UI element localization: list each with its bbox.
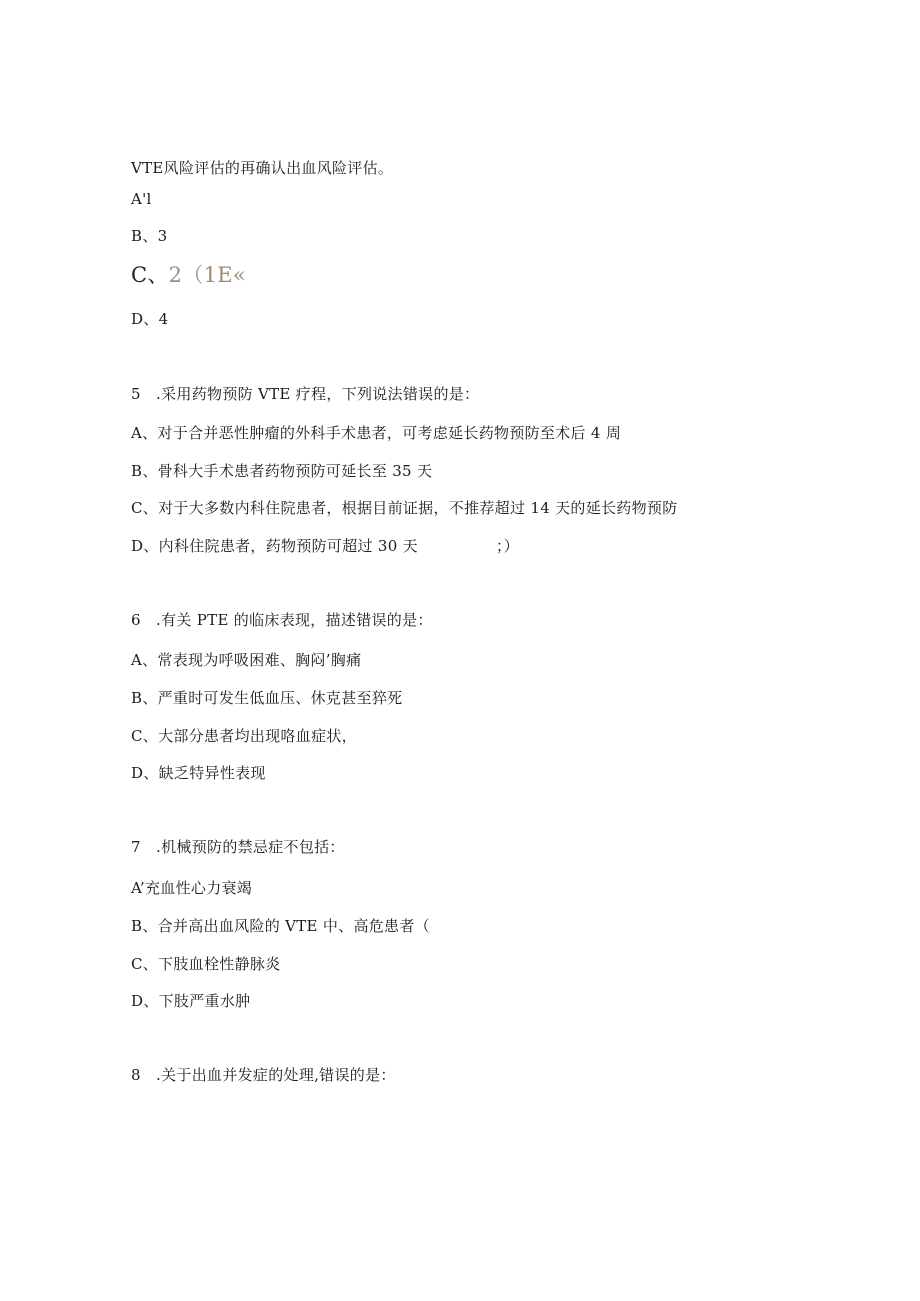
question-4-option-d: D、4 — [131, 310, 169, 328]
question-6-option-b: B、严重时可发生低血压、休克甚至猝死 — [131, 689, 403, 707]
question-8-stem: 8 .关于出血并发症的处理,错误的是： — [131, 1066, 396, 1084]
question-4-option-b: B、3 — [131, 227, 168, 245]
question-5-option-b: B、骨科大手术患者药物预防可延长至 35 天 — [131, 462, 433, 480]
option-c-prefix: C、 — [131, 263, 169, 287]
option-d-extra: ；） — [495, 537, 520, 555]
question-7-option-b: B、合并高出血风险的 VTE 中、高危患者（ — [131, 917, 430, 935]
option-d-text: D、内科住院患者，药物预防可超过 30 天 — [131, 537, 418, 555]
question-6-option-d: D、缺乏特异性表现 — [131, 764, 266, 782]
question-6-option-a: A、常表现为呼吸困难、胸闷’胸痛 — [131, 651, 362, 669]
question-6-option-c: C、大部分患者均出现咯血症状， — [131, 727, 357, 745]
question-4-stem: VTE风险评估的再确认出血风险评估。 — [131, 159, 394, 177]
question-7-stem: 7 .机械预防的禁忌症不包括： — [131, 838, 345, 856]
question-5-option-c: C、对于大多数内科住院患者，根据目前证据，不推荐超过 14 天的延长药物预防 — [131, 499, 678, 517]
question-5-option-d — [131, 536, 519, 556]
question-4-option-a: A'l — [131, 190, 152, 208]
question-6-stem: 6 .有关 PTE 的临床表现，描述错误的是： — [131, 611, 433, 629]
question-7-option-a: A’充血性心力衰竭 — [131, 879, 253, 897]
question-7-option-d: D、下肢严重水肿 — [131, 992, 251, 1010]
option-c-tail: 2（1E« — [168, 263, 247, 287]
question-7-option-c: C、下肢血栓性静脉炎 — [131, 955, 281, 973]
question-5-option-a: A、对于合并恶性肿瘤的外科手术患者，可考虑延长药物预防至术后 4 周 — [131, 424, 622, 442]
question-4-option-c — [131, 262, 246, 288]
question-5-stem: 5 .采用药物预防 VTE 疗程，下列说法错误的是： — [131, 385, 480, 403]
